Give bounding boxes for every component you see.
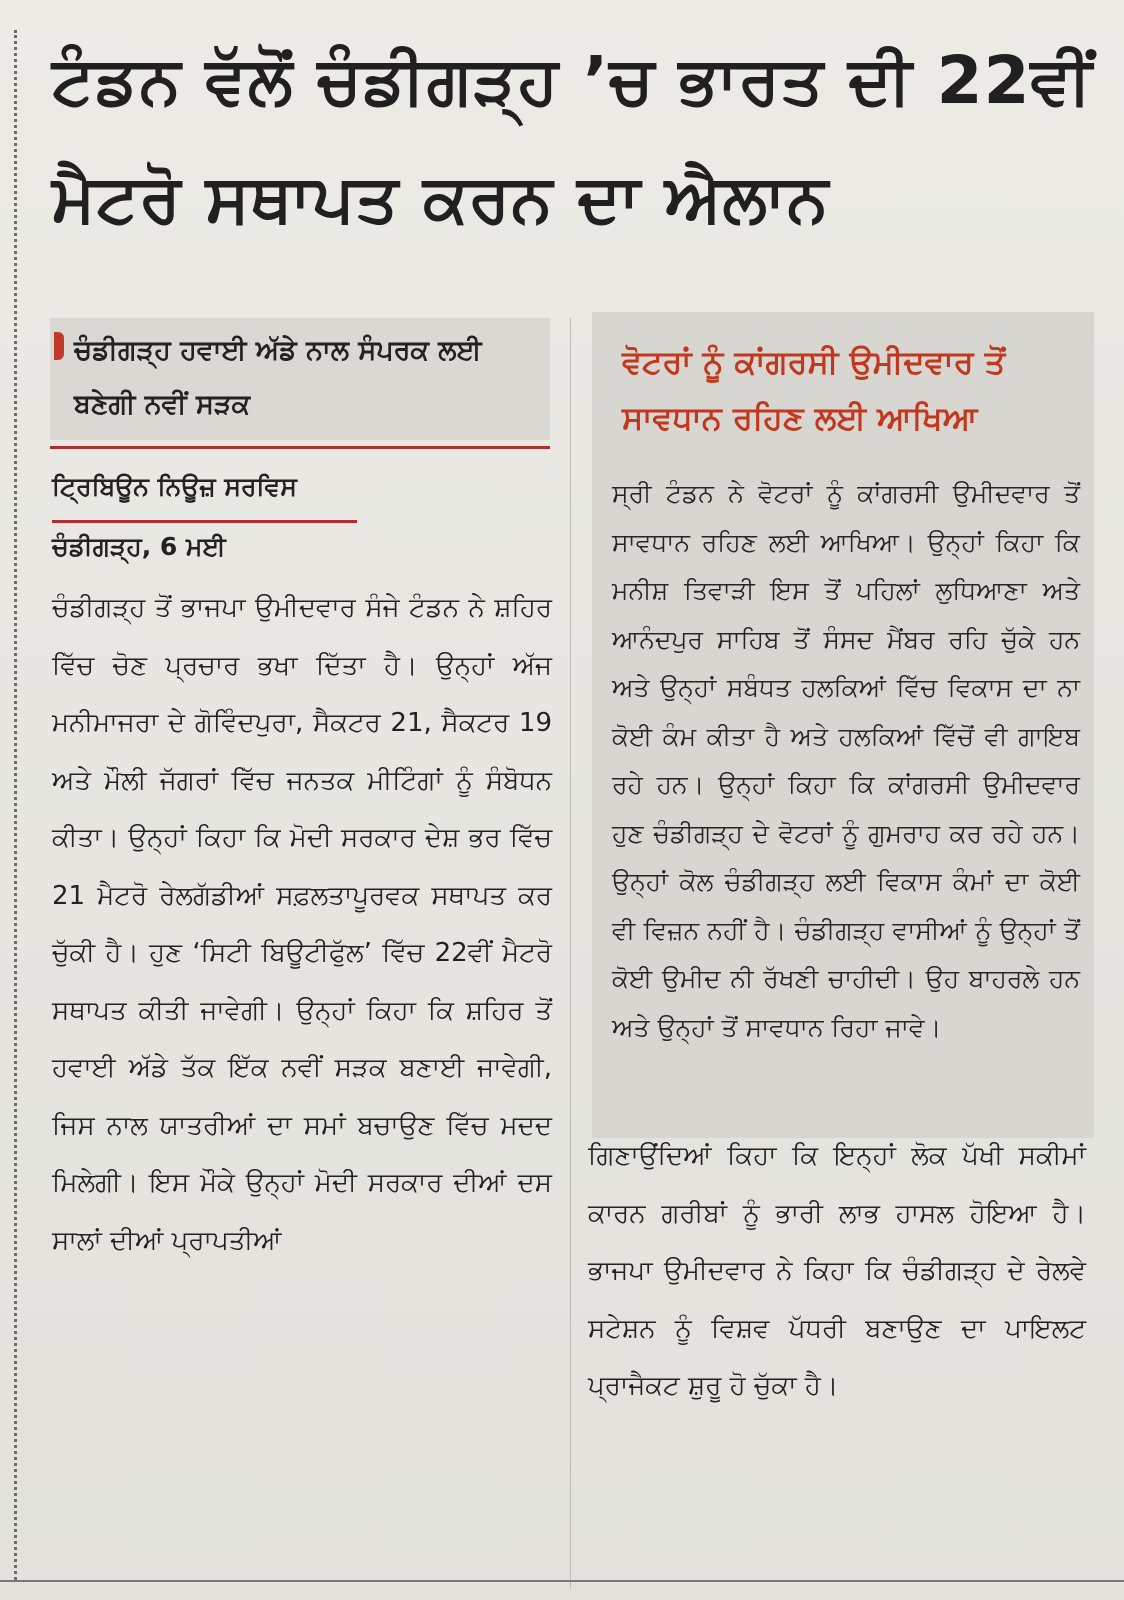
byline: ਟ੍ਰਿਬਿਊਨ ਨਿਊਜ਼ ਸਰਵਿਸ xyxy=(52,472,297,501)
headline: ਟੰਡਨ ਵੱਲੋਂ ਚੰਡੀਗੜ੍ਹ ’ਚ ਭਾਰਤ ਦੀ 22ਵੀਂ ਮੈਟਰੋ ਸਥਾਪਤ ਕਰਨ ਦਾ ਐਲਾਨ xyxy=(52,42,1093,237)
subhead-marker-icon xyxy=(54,332,64,360)
sidebar-box-body: ਸ੍ਰੀ ਟੰਡਨ ਨੇ ਵੋਟਰਾਂ ਨੂੰ ਕਾਂਗਰਸੀ ਉਮੀਦਵਾਰ ਤੋਂ ਸਾਵਧਾਨ ਰਹਿਣ ਲਈ ਆਖਿਆ। ਉਨ੍ਹਾਂ ਕਿਹਾ ਕਿ ਮਨੀਸ਼ ਤਿਵਾੜੀ ਇਸ ਤੋਂ ਪਹਿਲਾਂ ਲੁਧਿਆਣਾ ਅਤੇ ਆਨੰਦਪੁਰ ਸਾਹਿਬ ਤੋਂ ਸੰਸਦ ਮੈਂਬਰ ਰਹਿ ਚੁੱਕੇ ਹਨ ਅਤੇ ਉਨ੍ਹਾਂ ਸਬੰਧਤ ਹਲਕਿਆਂ ਵਿੱਚ ਵਿਕਾਸ ਦਾ ਨਾ ਕੋਈ ਕੰਮ ਕੀਤਾ ਹੈ ਅਤੇ ਹਲਕਿਆਂ ਵਿੱਚੋਂ ਵੀ ਗਾਇਬ ਰਹੇ ਹਨ। ਉਨ੍ਹਾਂ ਕਿਹਾ ਕਿ ਕਾਂਗਰਸੀ ਉਮੀਦਵਾਰ ਹੁਣ ਚੰਡੀਗੜ੍ਹ ਦੇ ਵੋਟਰਾਂ ਨੂੰ ਗੁਮਰਾਹ ਕਰ ਰਹੇ ਹਨ। ਉਨ੍ਹਾਂ ਕੋਲ ਚੰਡੀਗੜ੍ਹ ਲਈ ਵਿਕਾਸ ਕੰਮਾਂ ਦਾ ਕੋਈ ਵੀ ਵਿਜ਼ਨ ਨਹੀਂ ਹੈ। ਚੰਡੀਗੜ੍ਹ ਵਾਸੀਆਂ ਨੂੰ ਉਨ੍ਹਾਂ ਤੋਂ ਕੋਈ ਉਮੀਦ ਨੀ ਰੱਖਣੀ ਚਾਹੀਦੀ। ਉਹ ਬਾਹਰਲੇ ਹਨ ਅਤੇ ਉਨ੍ਹਾਂ ਤੋਂ ਸਾਵਧਾਨ ਰਿਹਾ ਜਾਵੇ। xyxy=(612,479,1080,1042)
article-body-left: ਚੰਡੀਗੜ੍ਹ ਤੋਂ ਭਾਜਪਾ ਉਮੀਦਵਾਰ ਸੰਜੇ ਟੰਡਨ ਨੇ ਸ਼ਹਿਰ ਵਿੱਚ ਚੋਣ ਪ੍ਰਚਾਰ ਭਖਾ ਦਿੱਤਾ ਹੈ। ਉਨ੍ਹਾਂ ਅੱਜ ਮਨੀਮਾਜਰਾ ਦੇ ਗੋਵਿੰਦਪੁਰਾ, ਸੈਕਟਰ 21, ਸੈਕਟਰ 19 ਅਤੇ ਮੌਲੀ ਜੱਗਰਾਂ ਵਿੱਚ ਜਨਤਕ ਮੀਟਿੰਗਾਂ ਨੂੰ ਸੰਬੋਧਨ ਕੀਤਾ। ਉਨ੍ਹਾਂ ਕਿਹਾ ਕਿ ਮੋਦੀ ਸਰਕਾਰ ਦੇਸ਼ ਭਰ ਵਿੱਚ 21 ਮੈਟਰੋ ਰੇਲਗੱਡੀਆਂ ਸਫ਼ਲਤਾਪੂਰਵਕ ਸਥਾਪਤ ਕਰ ਚੁੱਕੀ ਹੈ। ਹੁਣ ‘ਸਿਟੀ ਬਿਊਟੀਫੁੱਲ’ ਵਿੱਚ 22ਵੀਂ ਮੈਟਰੋ ਸਥਾਪਤ ਕੀਤੀ ਜਾਵੇਗੀ। ਉਨ੍ਹਾਂ ਕਿਹਾ ਕਿ ਸ਼ਹਿਰ ਤੋਂ ਹਵਾਈ ਅੱਡੇ ਤੱਕ ਇੱਕ ਨਵੀਂ ਸੜਕ ਬਣਾਈ ਜਾਵੇਗੀ, ਜਿਸ ਨਾਲ ਯਾਤਰੀਆਂ ਦਾ ਸਮਾਂ ਬਚਾਉਣ ਵਿੱਚ ਮਦਦ ਮਿਲੇਗੀ। ਇਸ ਮੌਕੇ ਉਨ੍ਹਾਂ ਮੋਦੀ ਸਰਕਾਰ ਦੀਆਂ ਦਸ ਸਾਲਾਂ ਦੀਆਂ ਪ੍ਰਾਪਤੀਆਂ xyxy=(52,593,552,1256)
dotted-border-left xyxy=(14,30,17,1580)
dateline: ਚੰਡੀਗੜ੍ਹ, 6 ਮਈ xyxy=(52,532,226,561)
subhead-underline xyxy=(50,446,550,449)
subhead: ਚੰਡੀਗੜ੍ਹ ਹਵਾਈ ਅੱਡੇ ਨਾਲ ਸੰਪਰਕ ਲਈ ਬਣੇਗੀ ਨਵੀਂ ਸੜਕ xyxy=(74,335,482,420)
column-divider xyxy=(570,318,571,1588)
sidebar-box-title: ਵੋਟਰਾਂ ਨੂੰ ਕਾਂਗਰਸੀ ਉਮੀਦਵਾਰ ਤੋਂ ਸਾਵਧਾਨ ਰਹਿਣ ਲਈ ਆਖਿਆ xyxy=(622,343,1006,437)
bottom-border xyxy=(0,1580,1124,1582)
article-body-right: ਗਿਣਾਉਂਦਿਆਂ ਕਿਹਾ ਕਿ ਇਨ੍ਹਾਂ ਲੋਕ ਪੱਖੀ ਸਕੀਮਾਂ ਕਾਰਨ ਗਰੀਬਾਂ ਨੂੰ ਭਾਰੀ ਲਾਭ ਹਾਸਲ ਹੋਇਆ ਹੈ। ਭਾਜਪਾ ਉਮੀਦਵਾਰ ਨੇ ਕਿਹਾ ਕਿ ਚੰਡੀਗੜ੍ਹ ਦੇ ਰੇਲਵੇ ਸਟੇਸ਼ਨ ਨੂੰ ਵਿਸ਼ਵ ਪੱਧਰੀ ਬਣਾਉਣ ਦਾ ਪਾਇਲਟ ਪ੍ਰਾਜੈਕਟ ਸ਼ੁਰੂ ਹੋ ਚੁੱਕਾ ਹੈ। xyxy=(588,1141,1086,1401)
byline-underline xyxy=(52,520,357,523)
subhead-box xyxy=(50,318,550,440)
